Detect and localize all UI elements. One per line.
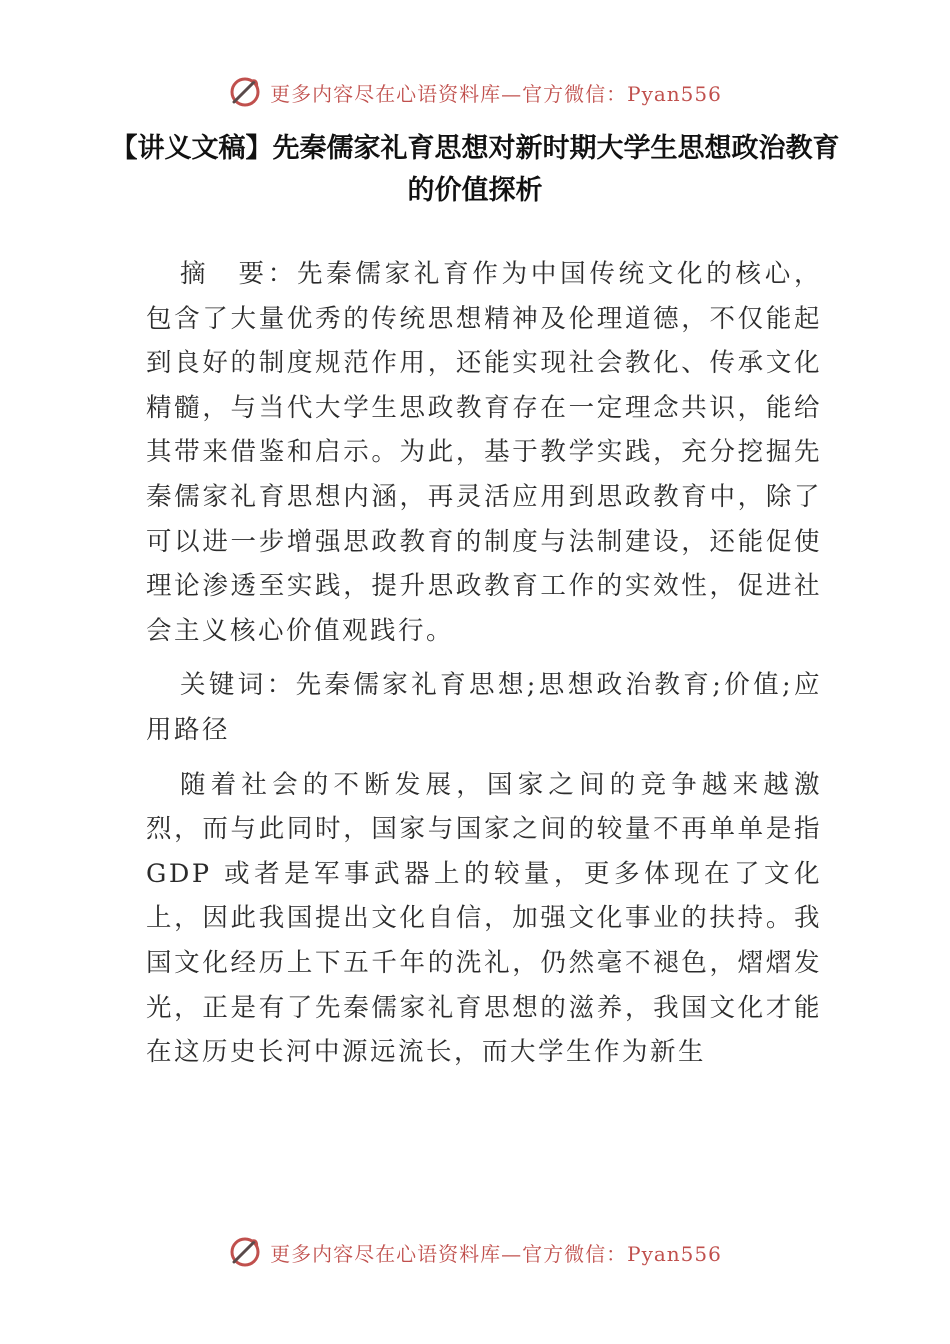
footer-banner bbox=[0, 1232, 950, 1272]
abstract-paragraph: 摘 要：先秦儒家礼育作为中国传统文化的核心，包含了大量优秀的传统思想精神及伦理道德，不仅能起到良好的制度规范作用，还能实现社会教化、传承文化精髓，与当代大学生思政教育存在一定理念共识，能给其带来借鉴和启示。为此，基于教学实践，充分挖掘先秦儒家礼育思想内涵，再灵活应用到思政教育中，除了可以进一步增强思政教育的制度与法制建设，还能促使理论渗透至实践，提升思政教育工作的实效性，促进社会主义核心价值观践行。 bbox=[146, 259, 822, 646]
banner-text: 更多内容尽在心语资料库—官方微信：Pyan556 bbox=[270, 81, 722, 106]
header-banner bbox=[0, 72, 950, 112]
brush-logo-icon bbox=[228, 1235, 262, 1269]
keywords-paragraph: 关键词：先秦儒家礼育思想;思想政治教育;价值;应用路径 bbox=[146, 670, 822, 745]
body-paragraph: 随着社会的不断发展，国家之间的竞争越来越激烈，而与此同时，国家与国家之间的较量不再单单是指 GDP 或者是军事武器上的较量，更多体现在了文化上，因此我国提出文化自信，加强文化事业的扶持。我国文化经历上下五千年的洗礼，仍然毫不褪色，熠熠发光，正是有了先秦儒家礼育思想的滋养，我国文化才能在这历史长河中源远流长，而大学生作为新生 bbox=[146, 769, 822, 1068]
document-title: 【讲义文稿】先秦儒家礼育思想对新时期大学生思想政治教育的价值探析 bbox=[110, 133, 840, 206]
banner-text: 更多内容尽在心语资料库—官方微信：Pyan556 bbox=[270, 1241, 722, 1266]
document-content bbox=[146, 252, 822, 1075]
brush-logo-icon bbox=[228, 75, 262, 109]
